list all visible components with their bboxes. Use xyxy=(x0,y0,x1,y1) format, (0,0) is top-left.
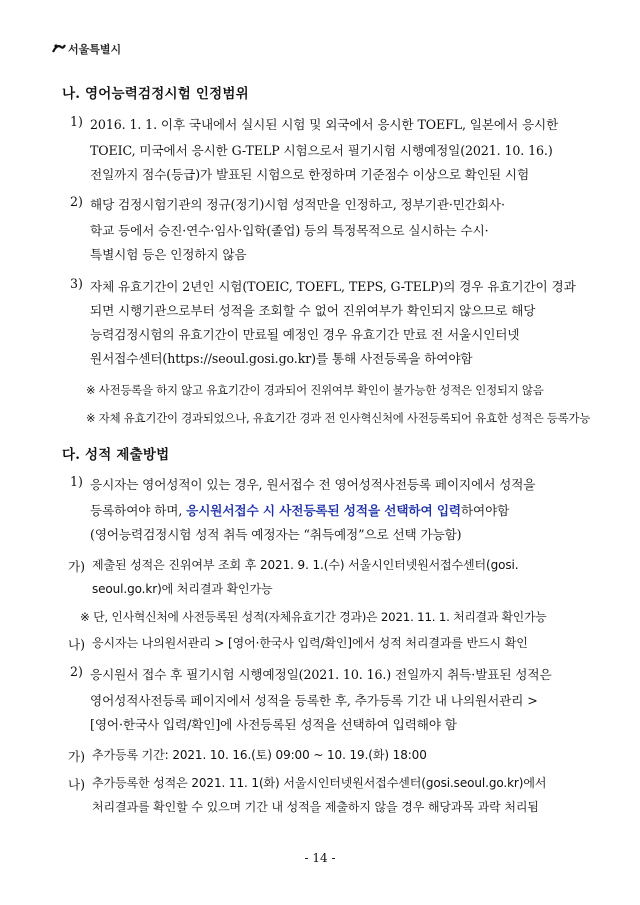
paragraph-line: seoul.go.kr)에 처리결과 확인가능 xyxy=(92,582,273,596)
note-line: ※ 자체 유효기간이 경과되었으나, 유효기간 경과 전 인사혁신처에 사전등록되어 유효한 성적은 등록가능 xyxy=(86,411,591,425)
text-normal: 하여야함 xyxy=(460,503,510,518)
paragraph-line: TOEIC, 미국에서 응시한 G-TELP 시험으로서 필기시험 시행예정일(2021. 10. 16.) xyxy=(90,143,553,158)
paragraph-line: 원서접수센터(https://seoul.gosi.go.kr)를 통해 사전등록을 하여야함 xyxy=(90,351,473,366)
section-heading-da: 다. 성적 제출방법 xyxy=(62,447,170,463)
page-number: - 14 - xyxy=(304,851,336,865)
paragraph-line: 처리결과를 확인할 수 있으며 기간 내 성적을 제출하지 않을 경우 해당과목 과락 처리됨 xyxy=(92,800,539,814)
paragraph-line: 능력검정시험의 유효기간이 만료될 예정인 경우 유효기간 만료 전 서울시인터넷 xyxy=(90,327,520,342)
item-number: 2) xyxy=(70,194,83,209)
paragraph-line: 2016. 1. 1. 이후 국내에서 실시된 시험 및 외국에서 응시한 TOEFL, 일본에서 응시한 xyxy=(90,117,559,132)
seoul-logo-icon xyxy=(52,43,66,55)
seoul-logo xyxy=(52,41,121,57)
sub-item-number: 나) xyxy=(68,637,86,652)
sub-item-number: 가) xyxy=(68,749,86,764)
item-number: 2) xyxy=(70,664,83,679)
paragraph-line: 되면 시행기관으로부터 성적을 조회할 수 없어 진위여부가 확인되지 않으므로 해당 xyxy=(90,303,536,318)
paragraph-line: 영어성적사전등록 페이지에서 성적을 등록한 후, 추가등록 기간 내 나의원서관리 > xyxy=(90,693,538,708)
paragraph-line: [영어·한국사 입력/확인]에 사전등록된 성적을 선택하여 입력해야 함 xyxy=(90,717,457,732)
section-heading-na: 나. 영어능력검정시험 인정범위 xyxy=(62,86,249,102)
paragraph-line: 자체 유효기간이 2년인 시험(TOEIC, TOEFL, TEPS, G-TELP)의 경우 유효기간이 경과 xyxy=(90,279,576,294)
item-number: 1) xyxy=(70,114,83,129)
text-normal: 등록하여야 하며, xyxy=(90,503,187,518)
note-line: ※ 단, 인사혁신처에 사전등록된 성적(자체유효기간 경과)은 2021. 11. 1. 처리결과 확인가능 xyxy=(80,610,547,624)
paragraph-line: 응시자는 영어성적이 있는 경우, 원서접수 전 영어성적사전등록 페이지에서 성적을 xyxy=(90,477,536,492)
paragraph-line: 전일까지 점수(등급)가 발표된 시험으로 한정하며 기준점수 이상으로 확인된 시험 xyxy=(90,167,530,182)
paragraph-line: 추가등록한 성적은 2021. 11. 1(화) 서울시인터넷원서접수센터(gosi.seoul.go.kr)에서 xyxy=(92,776,547,790)
paragraph-line: (영어능력검정시험 성적 취득 예정자는 “취득예정”으로 선택 가능함) xyxy=(90,527,462,542)
paragraph-line: 응시원서 접수 후 필기시험 시행예정일(2021. 10. 16.) 전일까지 취득·발표된 성적은 xyxy=(90,667,552,682)
note-line: ※ 사전등록을 하지 않고 유효기간이 경과되어 진위여부 확인이 불가능한 성적은 인정되지 않음 xyxy=(86,383,544,397)
paragraph-line xyxy=(90,500,509,519)
sub-item-number: 가) xyxy=(68,559,86,574)
paragraph-line: 학교 등에서 승진·연수·임사·입학(졸업) 등의 특정목적으로 실시하는 수시· xyxy=(90,223,489,238)
paragraph-line: 제출된 성적은 진위여부 조회 후 2021. 9. 1.(수) 서울시인터넷원서접수센터(gosi. xyxy=(92,558,519,572)
logo-text: 서울특별시 xyxy=(68,43,122,56)
paragraph-line: 해당 검정시험기관의 정규(정기)시험 성적만을 인정하고, 정부기관·민간회사· xyxy=(90,197,505,212)
item-number: 3) xyxy=(70,276,83,291)
sub-item-number: 나) xyxy=(68,777,86,792)
paragraph-line: 특별시험 등은 인정하지 않음 xyxy=(90,247,247,262)
paragraph-line: 추가등록 기간: 2021. 10. 16.(토) 09:00 ~ 10. 19.(화) 18:00 xyxy=(92,748,427,762)
paragraph-line: 응시자는 나의원서관리 > [영어·한국사 입력/확인]에서 성적 처리결과를 반드시 확인 xyxy=(92,636,528,650)
highlighted-text: 응시원서접수 시 사전등록된 성적을 선택하여 입력 xyxy=(186,503,461,518)
item-number: 1) xyxy=(70,474,83,489)
